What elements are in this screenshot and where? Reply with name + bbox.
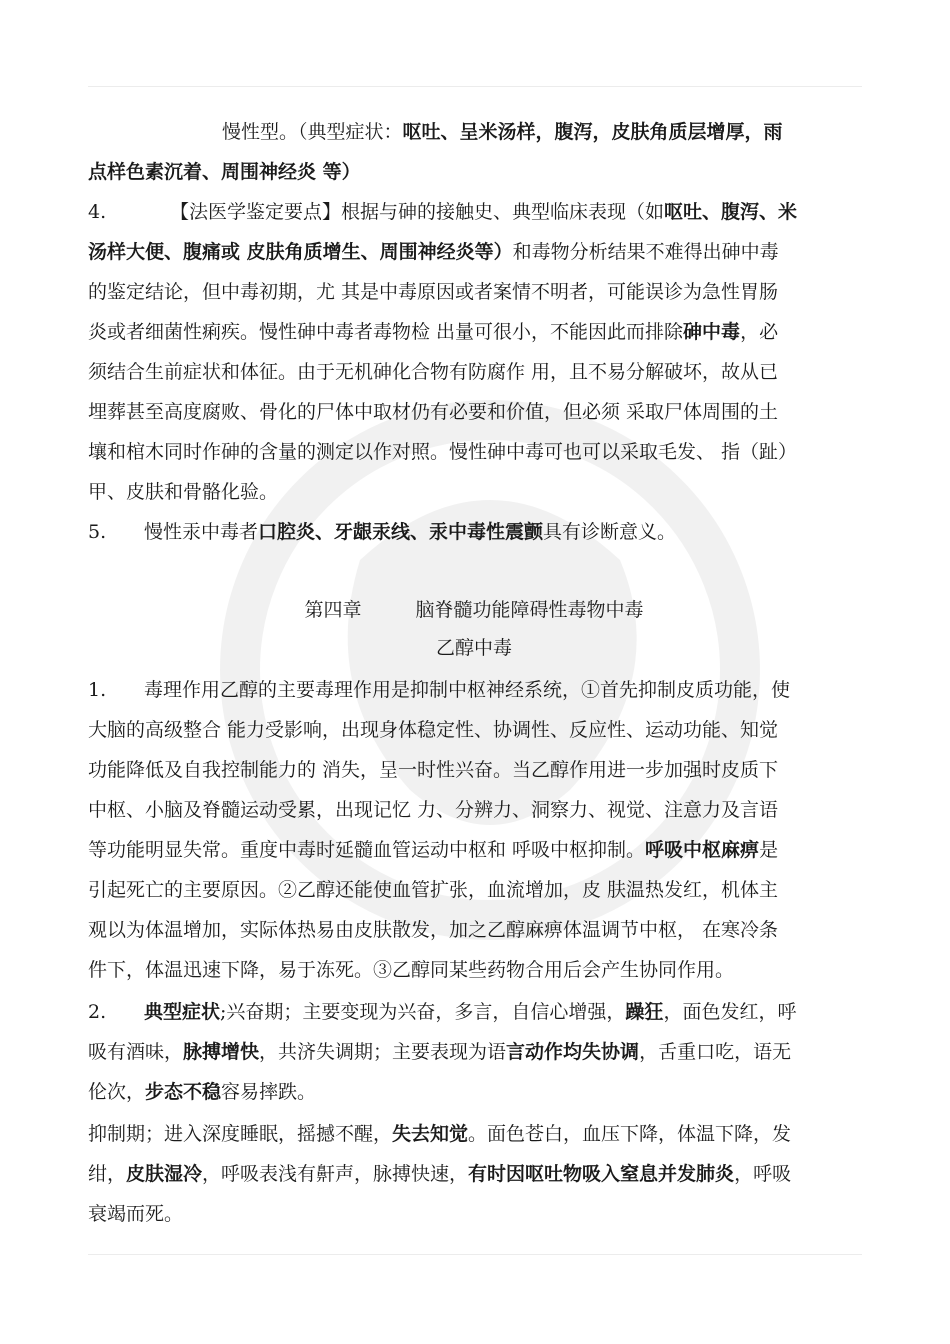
item-number: 5. — [88, 521, 107, 543]
paragraph-line: 功能降低及自我控制能力的 消失，呈一时性兴奋。当乙醇作用进一步加强时皮质下 — [88, 759, 779, 781]
bold-text: 步态不稳 — [145, 1081, 222, 1103]
paragraph-line: 5. 慢性汞中毒者口腔炎、牙龈汞线、汞中毒性震颤具有诊断意义。 — [88, 512, 676, 552]
paragraph-line: 埋葬甚至高度腐败、骨化的尸体中取材仍有必要和价值，但必须 采取尸体周围的土 — [88, 401, 779, 423]
bold-text: 脉搏增快 — [183, 1041, 260, 1063]
chapter-title: 脑脊髓功能障碍性毒物中毒 — [415, 599, 644, 621]
paragraph-line: 衰竭而死。 — [88, 1203, 184, 1225]
bold-text: 皮肤湿冷 — [126, 1163, 203, 1185]
paragraph-line: 须结合生前症状和体征。由于无机砷化合物有防腐作 用，且不易分解破坏，故从已 — [88, 361, 779, 383]
item-number: 2. — [88, 1001, 107, 1023]
chapter-heading — [88, 590, 860, 630]
paragraph-line: 引起死亡的主要原因。②乙醇还能使血管扩张，血流增加，皮 肤温热发红，机体主 — [88, 879, 779, 901]
bold-text: 砷中毒 — [683, 321, 741, 343]
paragraph-line: 点样色素沉着、周围神经炎 等） — [88, 161, 361, 183]
bold-text: 呕吐、腹泻、米 — [664, 201, 798, 223]
bold-text: 有时因呕吐物吸入窒息并发肺炎 — [468, 1163, 735, 1185]
bold-text: 汤样大便、腹痛或 皮肤角质增生、周围神经炎等） — [88, 241, 513, 263]
paragraph-line: 的鉴定结论，但中毒初期，尤 其是中毒原因或者案情不明者，可能误诊为急性胃肠 — [88, 281, 779, 303]
paragraph-line: 抑制期；进入深度睡眠，摇撼不醒，失去知觉。面色苍白，血压下降，体温下降，发 — [88, 1123, 792, 1145]
paragraph-line: 炎或者细菌性痢疾。慢性砷中毒者毒物检 出量可很小，不能因此而排除砷中毒，必 — [88, 321, 779, 343]
paragraph-line: 甲、皮肤和骨骼化验。 — [88, 481, 279, 503]
bold-text: 典型症状 — [144, 1001, 221, 1023]
top-divider — [88, 86, 862, 87]
bold-text: 呕吐、呈米汤样，腹泻，皮肤角质层增厚，雨 — [402, 121, 783, 143]
section-title: 乙醇中毒 — [435, 637, 512, 659]
paragraph-line: 吸有酒味，脉搏增快，共济失调期；主要表现为语言动作均失协调，舌重口吃，语无 — [88, 1041, 792, 1063]
paragraph-line: 件下，体温迅速下降，易于冻死。③乙醇同某些药物合用后会产生协同作用。 — [88, 959, 735, 981]
paragraph-line: 伦次，步态不稳容易摔跌。 — [88, 1081, 317, 1103]
chapter-number: 第四章 — [304, 599, 362, 621]
paragraph-line: 2. 典型症状;兴奋期；主要变现为兴奋，多言，自信心增强，躁狂，面色发红，呼 — [88, 992, 796, 1032]
paragraph-line: 慢性型。（典型症状：呕吐、呈米汤样，腹泻，皮肤角质层增厚，雨 — [222, 121, 783, 143]
bottom-divider — [88, 1254, 862, 1255]
paragraph-line: 大脑的高级整合 能力受影响，出现身体稳定性、协调性、反应性、运动功能、知觉 — [88, 719, 779, 741]
paragraph-line: 中枢、小脑及脊髓运动受累，出现记忆 力、分辨力、洞察力、视觉、注意力及言语 — [88, 799, 779, 821]
item-number: 4. — [88, 201, 107, 223]
paragraph-line: 壤和棺木同时作砷的含量的测定以作对照。慢性砷中毒可也可以采取毛发、 指（趾） — [88, 441, 798, 463]
paragraph-line: 绀，皮肤湿冷，呼吸表浅有鼾声，脉搏快速，有时因呕吐物吸入窒息并发肺炎，呼吸 — [88, 1163, 792, 1185]
paragraph-line: 等功能明显失常。重度中毒时延髓血管运动中枢和 呼吸中枢抑制。呼吸中枢麻痹是 — [88, 839, 779, 861]
item-number: 1. — [88, 679, 107, 701]
paragraph-line: 观以为体温增加，实际体热易由皮肤散发，加之乙醇麻痹体温调节中枢， 在寒冷条 — [88, 919, 779, 941]
bold-text: 呼吸中枢麻痹 — [645, 839, 760, 861]
bold-text: 失去知觉 — [392, 1123, 469, 1145]
paragraph-line: 汤样大便、腹痛或 皮肤角质增生、周围神经炎等）和毒物分析结果不难得出砷中毒 — [88, 241, 779, 263]
bold-text: 口腔炎、牙龈汞线、汞中毒性震颤 — [258, 521, 544, 543]
paragraph-line: 4. 【法医学鉴定要点】根据与砷的接触史、典型临床表现（如呕吐、腹泻、米 — [88, 192, 797, 232]
bold-text: 言动作均失协调 — [506, 1041, 640, 1063]
paragraph-line: 1. 毒理作用乙醇的主要毒理作用是抑制中枢神经系统，①首先抑制皮质功能，使 — [88, 670, 790, 710]
bold-text: 躁狂 — [625, 1001, 664, 1023]
